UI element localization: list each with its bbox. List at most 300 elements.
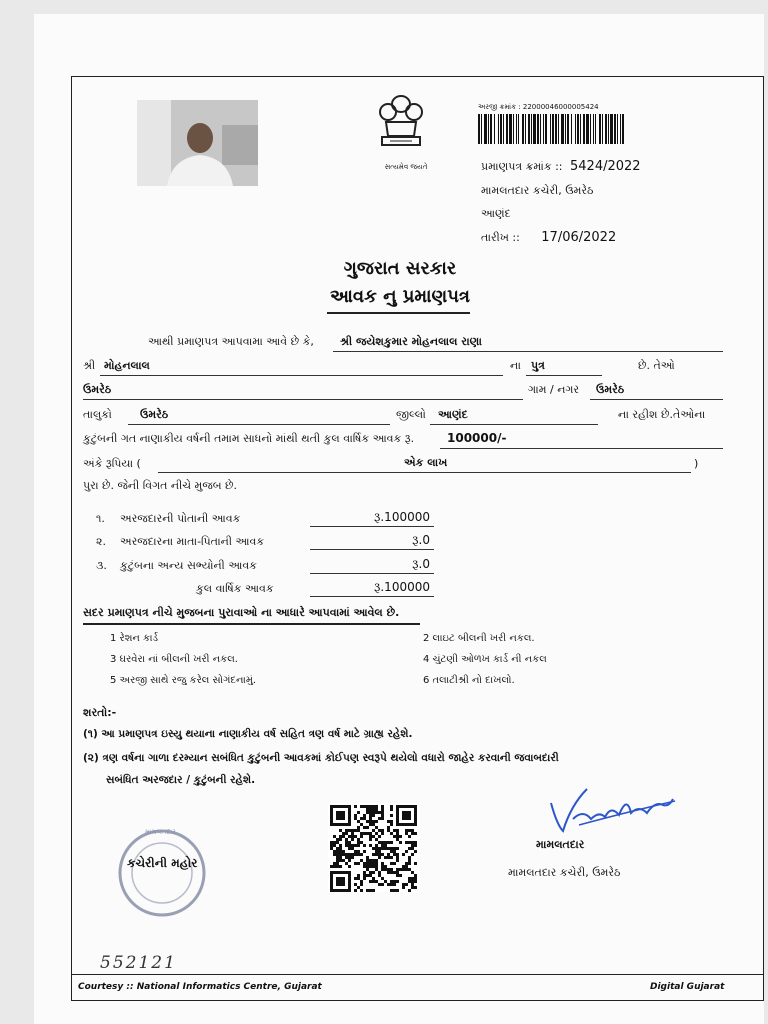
title-underline: [327, 312, 470, 314]
brand-text: Digital Gujarat: [650, 982, 725, 992]
qr-module: [399, 835, 402, 838]
date-row: [481, 230, 616, 245]
qr-module: [384, 880, 387, 883]
qr-module: [390, 847, 393, 850]
qr-module: [411, 841, 414, 844]
qr-module: [357, 850, 360, 853]
father-name: મોહનલાલ: [104, 359, 150, 372]
document-title: આવક નુ પ્રમાણપત્ર: [329, 286, 470, 307]
qr-module: [408, 880, 411, 883]
qr-module: [393, 883, 396, 886]
qr-module: [387, 847, 390, 850]
taluka: ઉમરેઠ: [140, 408, 169, 421]
underline: [310, 573, 434, 574]
qr-module: [390, 856, 393, 859]
qr-finder: [336, 811, 345, 820]
courtesy-text: Courtesy :: National Informatics Centre, Gujarat: [78, 982, 322, 992]
qr-module: [375, 844, 378, 847]
barcode-bar: [528, 114, 530, 144]
issued-text: આથી પ્રમાણપત્ર આપવામા આવે છે કે,: [148, 335, 314, 348]
qr-module: [357, 826, 360, 829]
qr-module: [393, 880, 396, 883]
emblem-motto: સત્યમેવ જયતે: [384, 163, 428, 171]
qr-module: [381, 811, 384, 814]
qr-module: [405, 883, 408, 886]
qr-module: [414, 886, 417, 889]
qr-module: [372, 889, 375, 892]
qr-module: [408, 868, 411, 871]
qr-module: [393, 871, 396, 874]
qr-module: [387, 868, 390, 871]
qr-finder: [336, 877, 345, 886]
qr-module: [357, 874, 360, 877]
qr-module: [408, 859, 411, 862]
qr-module: [333, 862, 336, 865]
qr-module: [351, 856, 354, 859]
total-label: કુલ વાર્ષિક આવક: [196, 582, 274, 595]
qr-module: [366, 865, 369, 868]
table-row-1-label: અરજદારની પોતાની આવક: [120, 512, 241, 525]
qr-module: [405, 850, 408, 853]
qr-module: [402, 865, 405, 868]
underline: [128, 424, 390, 425]
qr-module: [411, 844, 414, 847]
conditions-heading: શરતો:-: [83, 706, 117, 719]
emblem-icon: [370, 90, 432, 162]
qr-module: [411, 883, 414, 886]
village-label: ગામ / નગર: [528, 383, 580, 396]
qr-module: [405, 865, 408, 868]
qr-module: [396, 874, 399, 877]
qr-module: [366, 856, 369, 859]
barcode-bar: [583, 114, 585, 144]
qr-module: [342, 832, 345, 835]
qr-module: [411, 847, 414, 850]
office-line2: આણંદ: [481, 207, 511, 220]
total-value: રૂ.100000: [373, 580, 430, 594]
qr-module: [363, 826, 366, 829]
barcode-bar: [552, 114, 554, 144]
qr-module: [345, 853, 348, 856]
qr-module: [405, 841, 408, 844]
qr-module: [336, 859, 339, 862]
relation: પુત્ર: [531, 359, 545, 372]
qr-module: [360, 823, 363, 826]
qr-module: [414, 874, 417, 877]
qr-module: [339, 838, 342, 841]
qr-module: [381, 805, 384, 808]
qr-module: [348, 856, 351, 859]
qr-module: [357, 844, 360, 847]
qr-module: [375, 859, 378, 862]
qr-module: [387, 883, 390, 886]
underline: [100, 375, 503, 376]
certificate-number: [481, 159, 641, 174]
qr-module: [375, 853, 378, 856]
qr-module: [405, 862, 408, 865]
underline: [590, 399, 723, 400]
qr-finder: [402, 811, 411, 820]
qr-module: [330, 865, 333, 868]
qr-module: [369, 832, 372, 835]
qr-module: [351, 832, 354, 835]
qr-module: [378, 817, 381, 820]
barcode-bar: [516, 114, 517, 144]
barcode-bar: [506, 114, 508, 144]
qr-module: [384, 868, 387, 871]
condition-2-cont: સબંધિત અરજદાર / કુટુંબની રહેશે.: [106, 774, 256, 786]
qr-module: [333, 850, 336, 853]
qr-module: [396, 859, 399, 862]
barcode-bar: [620, 114, 621, 144]
qr-module: [390, 823, 393, 826]
applicant-photo: [137, 100, 258, 186]
qr-module: [378, 829, 381, 832]
qr-module: [408, 835, 411, 838]
qr-module: [369, 871, 372, 874]
condition-1: (૧) આ પ્રમાણપત્ર ઇસ્યુ થયાના નાણાકીય વર્ષ સહિત ત્રણ વર્ષ માટે ગ્રાહ્ય રહેશે.: [83, 728, 413, 740]
qr-module: [357, 811, 360, 814]
application-number: અરજી ક્રમાંક : 22000046000005424: [478, 103, 599, 111]
qr-module: [378, 847, 381, 850]
qr-module: [363, 877, 366, 880]
qr-module: [354, 814, 357, 817]
qr-module: [336, 853, 339, 856]
qr-module: [408, 889, 411, 892]
barcode-bar: [503, 114, 504, 144]
qr-module: [339, 850, 342, 853]
qr-module: [351, 835, 354, 838]
qr-module: [390, 889, 393, 892]
qr-module: [360, 859, 363, 862]
barcode-bar: [543, 114, 544, 144]
table-row-3-no: ૩.: [96, 559, 107, 572]
qr-module: [342, 835, 345, 838]
qr-module: [408, 877, 411, 880]
qr-module: [360, 835, 363, 838]
date-label: તારીખ ::: [481, 231, 520, 244]
qr-module: [345, 841, 348, 844]
qr-module: [351, 853, 354, 856]
qr-module: [366, 811, 369, 814]
qr-module: [372, 829, 375, 832]
qr-module: [393, 853, 396, 856]
qr-module: [354, 883, 357, 886]
qr-module: [408, 829, 411, 832]
qr-module: [408, 847, 411, 850]
qr-module: [369, 859, 372, 862]
qr-module: [342, 850, 345, 853]
barcode-bar: [577, 114, 579, 144]
table-row-3-label: કુટુંબના અન્ય સભ્યોની આવક: [120, 559, 257, 572]
qr-module: [411, 871, 414, 874]
qr-module: [411, 853, 414, 856]
qr-module: [375, 838, 378, 841]
words-suffix: ): [694, 457, 699, 470]
evidence-item-3: 3 ઘરવેરા નાં બીલની ખરી નકલ.: [110, 654, 238, 665]
shri-prefix: શ્રી: [83, 359, 96, 372]
qr-module: [336, 862, 339, 865]
table-row-2-label: અરજદારના માતા-પિતાની આવક: [120, 535, 265, 548]
barcode-bar: [484, 114, 487, 144]
qr-module: [357, 820, 360, 823]
qr-module: [369, 820, 372, 823]
barcode-bar: [567, 114, 569, 144]
qr-module: [381, 829, 384, 832]
barcode-bar: [525, 114, 526, 144]
qr-module: [390, 880, 393, 883]
qr-module: [396, 835, 399, 838]
qr-module: [399, 868, 402, 871]
qr-module: [357, 853, 360, 856]
qr-module: [357, 877, 360, 880]
qr-module: [336, 865, 339, 868]
che-teo: છે. તેઓ: [638, 359, 675, 372]
barcode-bar: [605, 114, 607, 144]
barcode-bar: [555, 114, 557, 144]
footer-rule: [72, 974, 763, 975]
qr-module: [396, 889, 399, 892]
qr-module: [414, 841, 417, 844]
qr-module: [390, 814, 393, 817]
qr-code: [328, 803, 420, 892]
qr-module: [381, 883, 384, 886]
evidence-item-4: 4 ચુંટણી ઓળખ કાર્ડ ની નકલ: [423, 654, 547, 665]
qr-module: [360, 817, 363, 820]
qr-module: [411, 880, 414, 883]
qr-module: [336, 838, 339, 841]
qr-module: [333, 841, 336, 844]
qr-module: [375, 811, 378, 814]
qr-module: [369, 874, 372, 877]
amount-in-words: એક લાખ: [404, 456, 448, 469]
government-title: ગુજરાત સરકાર: [343, 258, 457, 279]
qr-module: [330, 841, 333, 844]
qr-module: [339, 847, 342, 850]
qr-module: [411, 886, 414, 889]
qr-module: [396, 856, 399, 859]
qr-module: [378, 871, 381, 874]
qr-module: [336, 841, 339, 844]
qr-module: [369, 865, 372, 868]
qr-module: [342, 859, 345, 862]
barcode-bar: [590, 114, 591, 144]
qr-module: [372, 853, 375, 856]
qr-module: [390, 862, 393, 865]
qr-module: [363, 874, 366, 877]
qr-module: [369, 808, 372, 811]
evidence-item-5: 5 અરજી સાથે રજુ કરેલ સોગંદનામું.: [110, 675, 257, 686]
qr-module: [348, 841, 351, 844]
qr-module: [366, 808, 369, 811]
barcode-bar: [558, 114, 559, 144]
qr-module: [372, 865, 375, 868]
barcode-bar: [490, 114, 492, 144]
qr-module: [399, 841, 402, 844]
condition-2: (૨) ત્રણ વર્ષના ગાળા દરમ્યાન સબંધિત કુટુંબની આવકમાં કોઈપણ સ્વરૂપે થયેલો વધારો જાહેર કરવાની જવાબદારી: [83, 752, 559, 764]
barcode-bar: [610, 114, 613, 144]
barcode-bar: [580, 114, 581, 144]
underline: [83, 399, 523, 400]
qr-module: [369, 817, 372, 820]
qr-module: [405, 868, 408, 871]
barcode-bar: [481, 114, 482, 144]
office-line1: મામલતદાર કચેરી, ઉમરેઠ: [481, 184, 594, 197]
qr-module: [408, 862, 411, 865]
qr-module: [333, 865, 336, 868]
qr-module: [402, 883, 405, 886]
qr-module: [390, 841, 393, 844]
applicant-name: શ્રી જયેશકુમાર મોહનલાલ રાણા: [340, 335, 482, 348]
district: આણંદ: [438, 408, 468, 421]
qr-module: [375, 820, 378, 823]
qr-module: [381, 841, 384, 844]
underline: [333, 351, 723, 352]
qr-module: [381, 877, 384, 880]
qr-module: [354, 889, 357, 892]
table-row-1-value: રૂ.100000: [373, 510, 430, 524]
qr-module: [390, 820, 393, 823]
income-amount: 100000/-: [447, 431, 507, 445]
qr-module: [378, 856, 381, 859]
qr-module: [351, 838, 354, 841]
barcode-bar: [561, 114, 564, 144]
barcode-bar: [500, 114, 502, 144]
application-no-label: અરજી ક્રમાંક: [478, 103, 517, 111]
qr-module: [363, 844, 366, 847]
qr-module: [381, 865, 384, 868]
barcode-bar: [537, 114, 539, 144]
qr-module: [405, 829, 408, 832]
barcode-bar: [513, 114, 514, 144]
qr-module: [378, 850, 381, 853]
qr-module: [369, 823, 372, 826]
qr-module: [351, 847, 354, 850]
qr-module: [366, 805, 369, 808]
qr-module: [348, 829, 351, 832]
qr-module: [336, 856, 339, 859]
qr-module: [396, 829, 399, 832]
date-value: 17/06/2022: [541, 230, 617, 245]
qr-module: [366, 820, 369, 823]
signing-office: મામલતદાર કચેરી, ઉમરેઠ: [508, 866, 621, 879]
qr-module: [375, 850, 378, 853]
evidence-heading: સદર પ્રમાણપત્ર નીચે મુજબના પુરાવાઓ ના આધારે આપવામાં આવેલ છે.: [83, 606, 400, 619]
qr-module: [411, 832, 414, 835]
qr-module: [372, 847, 375, 850]
qr-module: [387, 853, 390, 856]
barcode: [478, 114, 624, 144]
barcode-bar: [595, 114, 596, 144]
barcode-bar: [533, 114, 536, 144]
qr-module: [390, 850, 393, 853]
qr-module: [366, 826, 369, 829]
qr-module: [363, 817, 366, 820]
qr-module: [351, 844, 354, 847]
barcode-bar: [518, 114, 519, 144]
qr-module: [348, 859, 351, 862]
qr-module: [396, 847, 399, 850]
detail-text: પુરા છે. જેની વિગત નીચે મુજબ છે.: [83, 479, 238, 492]
qr-module: [363, 862, 366, 865]
qr-module: [414, 862, 417, 865]
qr-module: [369, 880, 372, 883]
barcode-bar: [593, 114, 594, 144]
barcode-bar: [545, 114, 547, 144]
qr-module: [330, 844, 333, 847]
underline: [430, 424, 598, 425]
designation: મામલતદાર: [536, 838, 585, 851]
qr-module: [390, 868, 393, 871]
qr-module: [369, 811, 372, 814]
qr-module: [384, 856, 387, 859]
qr-module: [333, 835, 336, 838]
qr-module: [360, 889, 363, 892]
qr-module: [375, 832, 378, 835]
signature: [543, 775, 683, 835]
qr-module: [390, 871, 393, 874]
qr-module: [375, 826, 378, 829]
qr-module: [375, 862, 378, 865]
qr-module: [357, 838, 360, 841]
qr-module: [414, 877, 417, 880]
qr-module: [345, 838, 348, 841]
qr-module: [384, 847, 387, 850]
qr-module: [366, 832, 369, 835]
qr-module: [378, 853, 381, 856]
qr-module: [339, 859, 342, 862]
address: ઉમરેઠ: [83, 383, 112, 396]
qr-module: [360, 805, 363, 808]
qr-module: [396, 853, 399, 856]
table-row-2-value: રૂ.0: [412, 533, 430, 547]
qr-module: [363, 805, 366, 808]
qr-module: [348, 844, 351, 847]
qr-module: [354, 817, 357, 820]
qr-module: [372, 820, 375, 823]
qr-module: [339, 829, 342, 832]
qr-module: [354, 829, 357, 832]
qr-module: [345, 832, 348, 835]
qr-module: [366, 859, 369, 862]
handwritten-number: 552121: [100, 953, 177, 973]
barcode-bar: [599, 114, 601, 144]
qr-module: [369, 844, 372, 847]
certificate-no-value: 5424/2022: [570, 159, 641, 174]
barcode-bar: [608, 114, 609, 144]
certificate-no-label: પ્રમાણપત્ર ક્રમાંક ::: [481, 160, 563, 173]
qr-module: [414, 850, 417, 853]
qr-module: [330, 847, 333, 850]
qr-module: [414, 832, 417, 835]
qr-module: [375, 880, 378, 883]
qr-module: [375, 865, 378, 868]
qr-module: [372, 880, 375, 883]
qr-module: [354, 835, 357, 838]
qr-module: [348, 835, 351, 838]
qr-module: [399, 874, 402, 877]
barcode-bar: [550, 114, 551, 144]
qr-module: [336, 850, 339, 853]
qr-module: [378, 841, 381, 844]
underline: [310, 526, 434, 527]
qr-module: [369, 805, 372, 808]
qr-module: [381, 847, 384, 850]
qr-module: [381, 853, 384, 856]
qr-module: [354, 850, 357, 853]
qr-module: [354, 862, 357, 865]
qr-module: [360, 832, 363, 835]
